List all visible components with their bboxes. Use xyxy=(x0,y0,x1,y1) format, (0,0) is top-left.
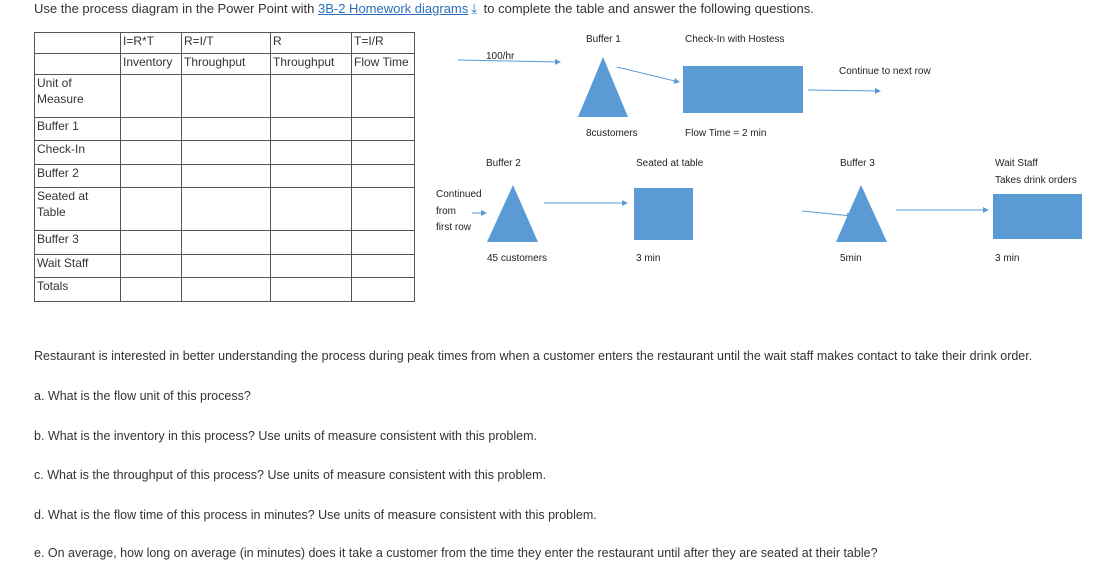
buffer3-label: Buffer 3 xyxy=(840,158,875,169)
checkin-label: Check-In with Hostess xyxy=(685,34,785,45)
row-label: Wait Staff xyxy=(35,255,121,278)
buffer1-count: 8customers xyxy=(586,128,638,139)
buffer2-triangle xyxy=(487,185,538,242)
checkin-box xyxy=(683,66,803,113)
waitstaff-sublabel: Takes drink orders xyxy=(995,175,1077,186)
table-header-cell: Throughput xyxy=(182,54,271,75)
instructions-suffix: to complete the table and answer the following questions. xyxy=(483,1,814,16)
instructions-prefix: Use the process diagram in the Power Point with xyxy=(34,1,315,16)
table-header-cell: R=I/T xyxy=(182,33,271,54)
row-label: Buffer 2 xyxy=(35,165,121,188)
intro-text: Restaurant is interested in better understanding the process during peak times from when a customer enters the restaurant until the wait staff makes contact to take their drink order. xyxy=(34,349,1033,363)
seated-to-buffer3-arrow xyxy=(802,211,852,216)
buffer1-label: Buffer 1 xyxy=(586,34,621,45)
buffer1-triangle xyxy=(578,57,628,117)
question-a: a. What is the flow unit of this process? xyxy=(34,389,251,403)
arrival-rate: 100/hr xyxy=(486,51,515,62)
continued-line2: from xyxy=(436,206,456,217)
continued-line1: Continued xyxy=(436,189,482,200)
buffer2-count: 45 customers xyxy=(487,253,548,264)
waitstaff-box xyxy=(993,194,1082,239)
table-header-cell: R xyxy=(271,33,352,54)
row-label: Unit of Measure xyxy=(35,75,121,118)
question-e: e. On average, how long on average (in minutes) does it take a customer from the time they enter the restaurant until after they are seated at their table? xyxy=(34,546,878,560)
table-header-cell: Flow Time xyxy=(352,54,415,75)
waitstaff-time: 3 min xyxy=(995,253,1020,264)
row-label: Buffer 1 xyxy=(35,118,121,141)
seated-time: 3 min xyxy=(636,253,661,264)
seated-box xyxy=(634,188,693,240)
buffer3-time: 5min xyxy=(840,253,862,264)
buffer2-label: Buffer 2 xyxy=(486,158,521,169)
row-label: Check-In xyxy=(35,141,121,165)
row-label: Totals xyxy=(35,278,121,302)
seated-label: Seated at table xyxy=(636,158,704,169)
table-header-cell: T=I/R xyxy=(352,33,415,54)
question-b: b. What is the inventory in this process? Use units of measure consistent with this problem. xyxy=(34,429,538,443)
homework-diagrams-link[interactable]: 3B-2 Homework diagrams xyxy=(317,1,469,16)
continue-arrow xyxy=(808,90,880,91)
buffer3-triangle xyxy=(836,185,887,242)
question-c: c. What is the throughput of this process? Use units of measure consistent with this problem. xyxy=(34,468,547,482)
table-header-cell: Throughput xyxy=(271,54,352,75)
waitstaff-label: Wait Staff xyxy=(995,158,1038,169)
continue-label: Continue to next row xyxy=(839,66,931,77)
question-d: d. What is the flow time of this process in minutes? Use units of measure consistent with this problem. xyxy=(34,508,597,522)
table-header-cell: I=R*T xyxy=(121,33,182,54)
table-header-cell: Inventory xyxy=(121,54,182,75)
buffer1-to-checkin-arrow xyxy=(617,67,679,82)
download-icon[interactable]: ⤓ xyxy=(471,1,478,16)
continued-line3: first row xyxy=(436,222,471,233)
row-label: Seated at Table xyxy=(35,188,121,231)
checkin-flow-time: Flow Time = 2 min xyxy=(685,128,767,139)
row-label: Buffer 3 xyxy=(35,231,121,255)
